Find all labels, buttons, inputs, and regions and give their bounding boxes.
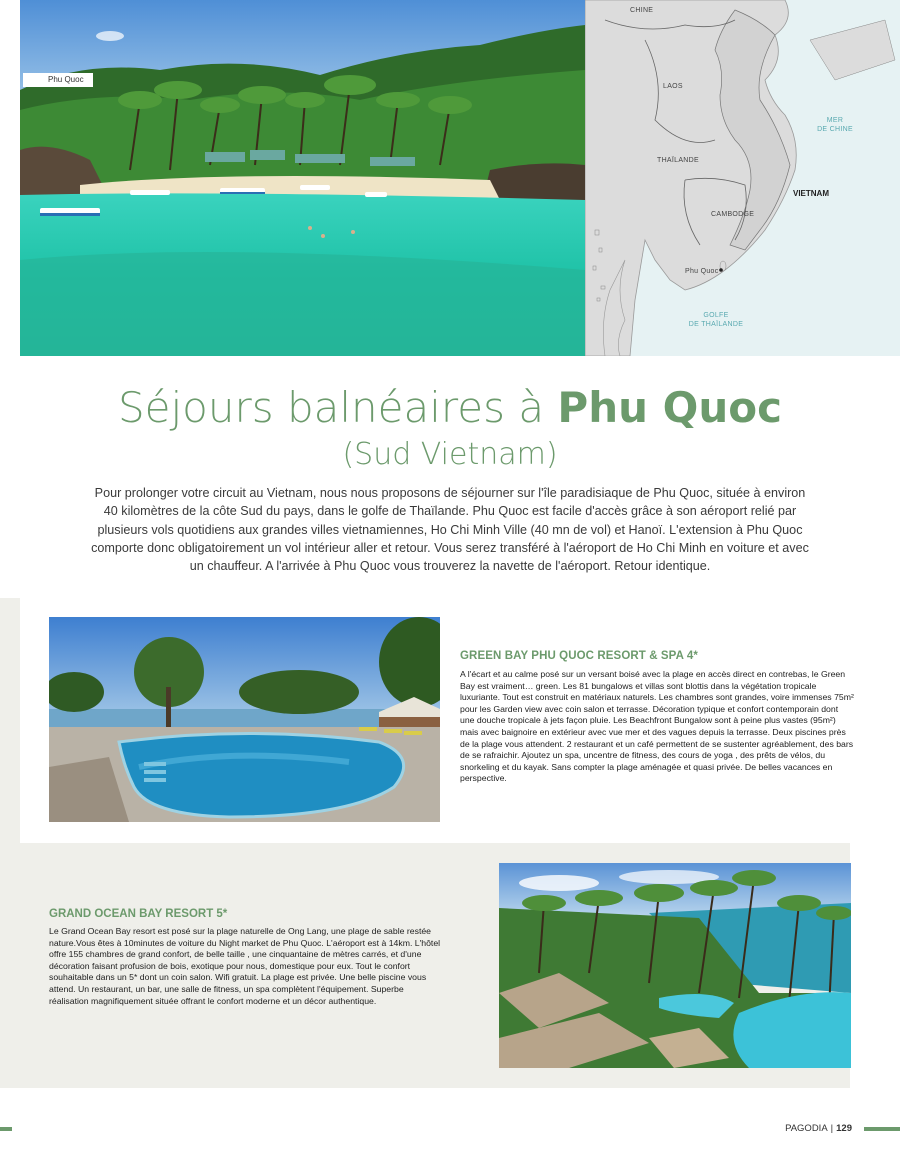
map-label-cambodia: CAMBODGE (711, 211, 755, 218)
left-grey-band (0, 598, 20, 1088)
resort-1-title: GREEN BAY PHU QUOC RESORT & SPA 4* (460, 650, 698, 662)
map-label-gulf-of-thailand: GOLFE DE THAÏLANDE (688, 312, 744, 328)
hero-caption: Phu Quoc (23, 73, 93, 87)
resort-1-description: A l'écart et au calme posé sur un versant boisé avec la plage en accès direct en contrebas, le Green Bay est vraiment… green. Les 81 bungalows et villas sont blottis dans la végétation tropicale luxuriante. Tout est construit en matériaux naturels. Les chambres sont grandes, voire immenses 75m² pour les Garden view avec coin salon et terrasse. Décoration typique et confort contemporain dont une douche tropicale à jets façon pluie. Les Beachfront Bungalow sont à peine plus vastes (95m²) mais avec baignoire en extérieur avec vue mer et des vagues depuis la terrasse. Deux piscines près de la plage vous attendent. 2 restaurant et un café permettent de se sustenter agréablement, des bars de se rafraichir. Ajoutez un spa, uncentre de fitness, des cours de yoga , des prêts de vélos, du snorkeling et du kayak. Sans compter la plage aménagée et quasi privée. De belles vacances en perspective. (460, 669, 854, 784)
page-title (0, 382, 900, 434)
page-title-light: Séjours balnéaires à (118, 383, 558, 432)
grand-ocean-bay-aerial-photo (499, 863, 851, 1068)
map-label-vietnam: VIETNAM (793, 189, 829, 198)
map-label-thailand: THAÏLANDE (657, 157, 699, 164)
footer-brand: PAGODIA (785, 1123, 828, 1134)
page-number: 129 (836, 1123, 852, 1134)
page-subtitle: (Sud Vietnam) (342, 437, 558, 472)
map-label-china: CHINE (630, 7, 654, 14)
footer (700, 1123, 852, 1134)
footer-bar-left (0, 1127, 12, 1131)
footer-separator: | (830, 1123, 834, 1134)
map-label-phu-quoc: Phu Quoc (685, 268, 719, 275)
intro-paragraph: Pour prolonger votre circuit au Vietnam, nous nous proposons de séjourner sur l'île paradisiaque de Phu Quoc, située à environ 40 kilomètres de la côte Sud du pays, dans le golfe de Thaïlande. Phu Quoc est facile d'accès grâce à son aéroport relié par plusieurs vols quotidiens aux grandes villes vietnamiennes, Ho Chi Minh Ville (40 mn de vol) et Hanoï. L'extension à Phu Quoc comporte donc obligatoirement un vol intérieur aller et retour. Vous serez transféré à l'aéroport de Ho Chi Minh en voiture et avec un chauffeur. A l'arrivée à Phu Quoc vous trouverez la navette de l'aéroport. Retour identique. (91, 486, 809, 574)
green-bay-pool-photo (49, 617, 440, 822)
map-label-south-china-sea: MER DE CHINE (817, 117, 853, 133)
page-title-bold: Phu Quoc (557, 383, 782, 432)
map-label-laos: LAOS (663, 83, 683, 90)
resort-2-description: Le Grand Ocean Bay resort est posé sur la plage naturelle de Ong Lang, une plage de sable restée nature.Vous êtes à 10minutes de voiture du Night market de Phu Quoc. L'aéroport est à 14km. L'hôtel offre 155 chambres de grand confort, de belle taille , une cinquantaine de mètres carrés, et d'une décoration faisant profusion de bois, exotique pour nous, domestique pour eux. Tout le confort souhaitable dans un 5* dont un coin salon. Wifi gratuit. La plage est privée. Une belle piscine vous attend. Un restaurant, un bar, une salle de fitness, un spa complètent l'équipement. Superbe réalisation magnifiquement située offrant le confort moderne et un décor authentique. (49, 926, 441, 1006)
resort-2-title: GRAND OCEAN BAY RESORT 5* (49, 908, 228, 920)
region-map (585, 0, 900, 356)
hero-photo-phu-quoc (20, 0, 585, 356)
footer-bar-right (864, 1127, 900, 1131)
